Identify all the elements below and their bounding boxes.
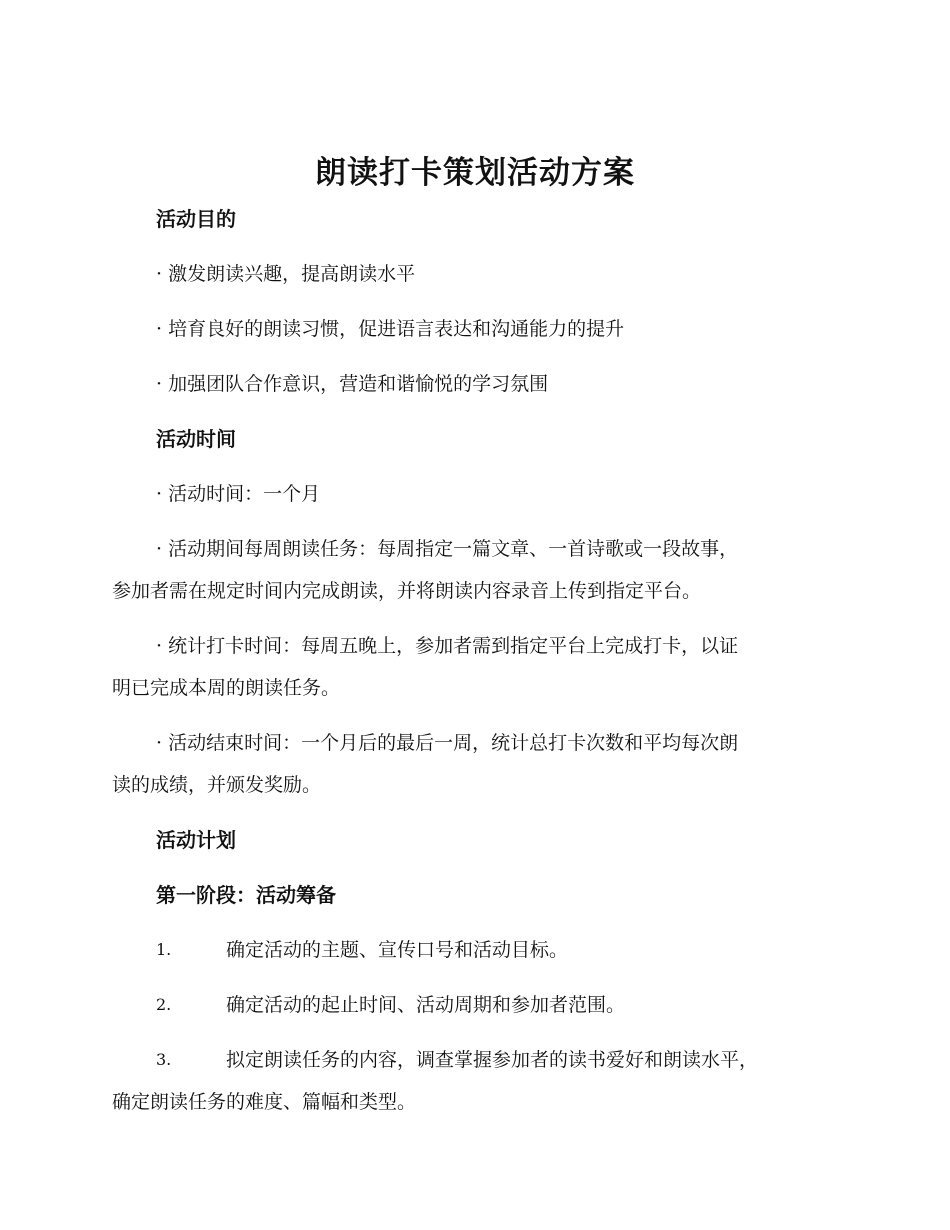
phase-1-heading: 第一阶段：活动筹备 xyxy=(156,883,336,907)
step-3-continuation: 确定朗读任务的难度、篇幅和类型。 xyxy=(112,1091,417,1113)
step-2-text: 确定活动的起止时间、活动周期和参加者范围。 xyxy=(226,994,626,1016)
time-item-2-line-1: · 活动期间每周朗读任务：每周指定一篇文章、一首诗歌或一段故事， xyxy=(156,538,739,560)
page-title: 朗读打卡策划活动方案 xyxy=(315,155,635,191)
time-item-4-line-1: · 活动结束时间：一个月后的最后一周，统计总打卡次数和平均每次朗 xyxy=(156,732,739,754)
time-item-3-line-2: 明已完成本周的朗读任务。 xyxy=(112,677,341,699)
section-heading-time: 活动时间 xyxy=(156,427,236,451)
step-2-number: 2. xyxy=(156,995,172,1014)
purpose-item-2: · 培育良好的朗读习惯，促进语言表达和沟通能力的提升 xyxy=(156,318,625,340)
step-1-number: 1. xyxy=(156,940,172,959)
step-3-text: 拟定朗读任务的内容，调查掌握参加者的读书爱好和朗读水平， xyxy=(226,1049,759,1071)
time-item-3-line-1: · 统计打卡时间：每周五晚上，参加者需到指定平台上完成打卡，以证 xyxy=(156,635,739,657)
time-item-2-line-2: 参加者需在规定时间内完成朗读，并将朗读内容录音上传到指定平台。 xyxy=(112,580,702,602)
step-1-text: 确定活动的主题、宣传口号和活动目标。 xyxy=(226,939,569,961)
section-heading-plan: 活动计划 xyxy=(156,828,236,852)
time-item-4-line-2: 读的成绩，并颁发奖励。 xyxy=(112,774,322,796)
purpose-item-3: · 加强团队合作意识，营造和谐愉悦的学习氛围 xyxy=(156,373,549,395)
section-heading-purpose: 活动目的 xyxy=(156,207,236,231)
step-3-number: 3. xyxy=(156,1050,172,1069)
time-item-1: · 活动时间：一个月 xyxy=(156,483,321,505)
purpose-item-1: · 激发朗读兴趣，提高朗读水平 xyxy=(156,263,416,285)
